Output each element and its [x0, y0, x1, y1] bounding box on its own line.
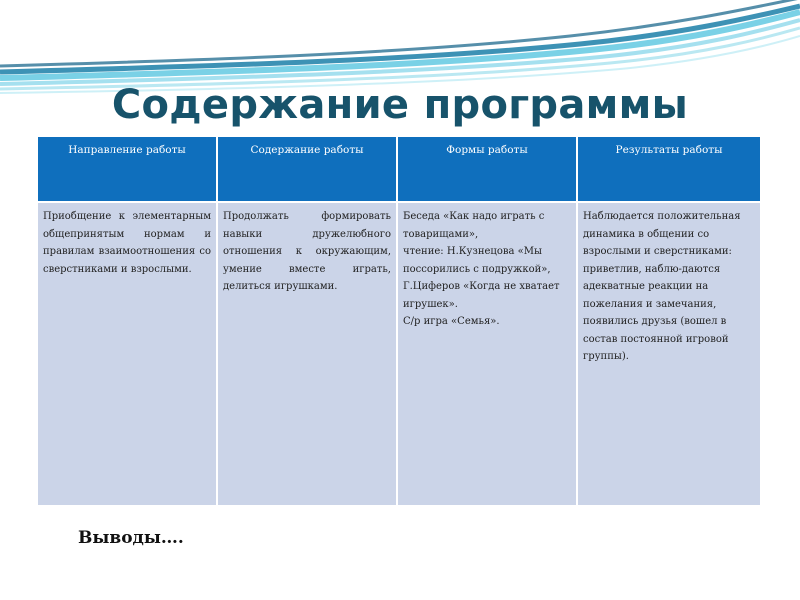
program-table	[36, 135, 760, 507]
table-row	[38, 203, 760, 505]
decorative-waves	[0, 0, 800, 95]
header-results: Результаты работы	[578, 137, 760, 201]
forms-item: Г.Циферов «Когда не хватает игрушек».	[403, 281, 560, 310]
conclusions-label: Выводы….	[78, 528, 184, 548]
cell-forms	[398, 203, 576, 505]
cell-content: Продолжать формировать навыки дружелюбного отношения к окружающим, умение вместе играть, делиться игрушками.	[218, 203, 396, 505]
page-title: Содержание программы	[111, 82, 689, 128]
forms-item: Беседа «Как надо играть с товарищами»,	[403, 211, 545, 240]
forms-item: С/р игра «Семья».	[403, 316, 500, 327]
header-direction: Направление работы	[38, 137, 216, 201]
cell-results: Наблюдается положительная динамика в общении со взрослыми и сверстниками: приветлив, наблю-даются адекватные реакции на пожелания и замечания, появились друзья (вошел в состав постоянной игровой группы).	[578, 203, 760, 505]
forms-item: чтение: Н.Кузнецова «Мы поссорились с подружкой»,	[403, 246, 551, 275]
header-content: Содержание работы	[218, 137, 396, 201]
cell-direction: Приобщение к элементарным общепринятым нормам и правилам взаимоотношения со сверстниками и взрослыми.	[38, 203, 216, 505]
header-forms: Формы работы	[398, 137, 576, 201]
table-header-row	[38, 137, 760, 201]
